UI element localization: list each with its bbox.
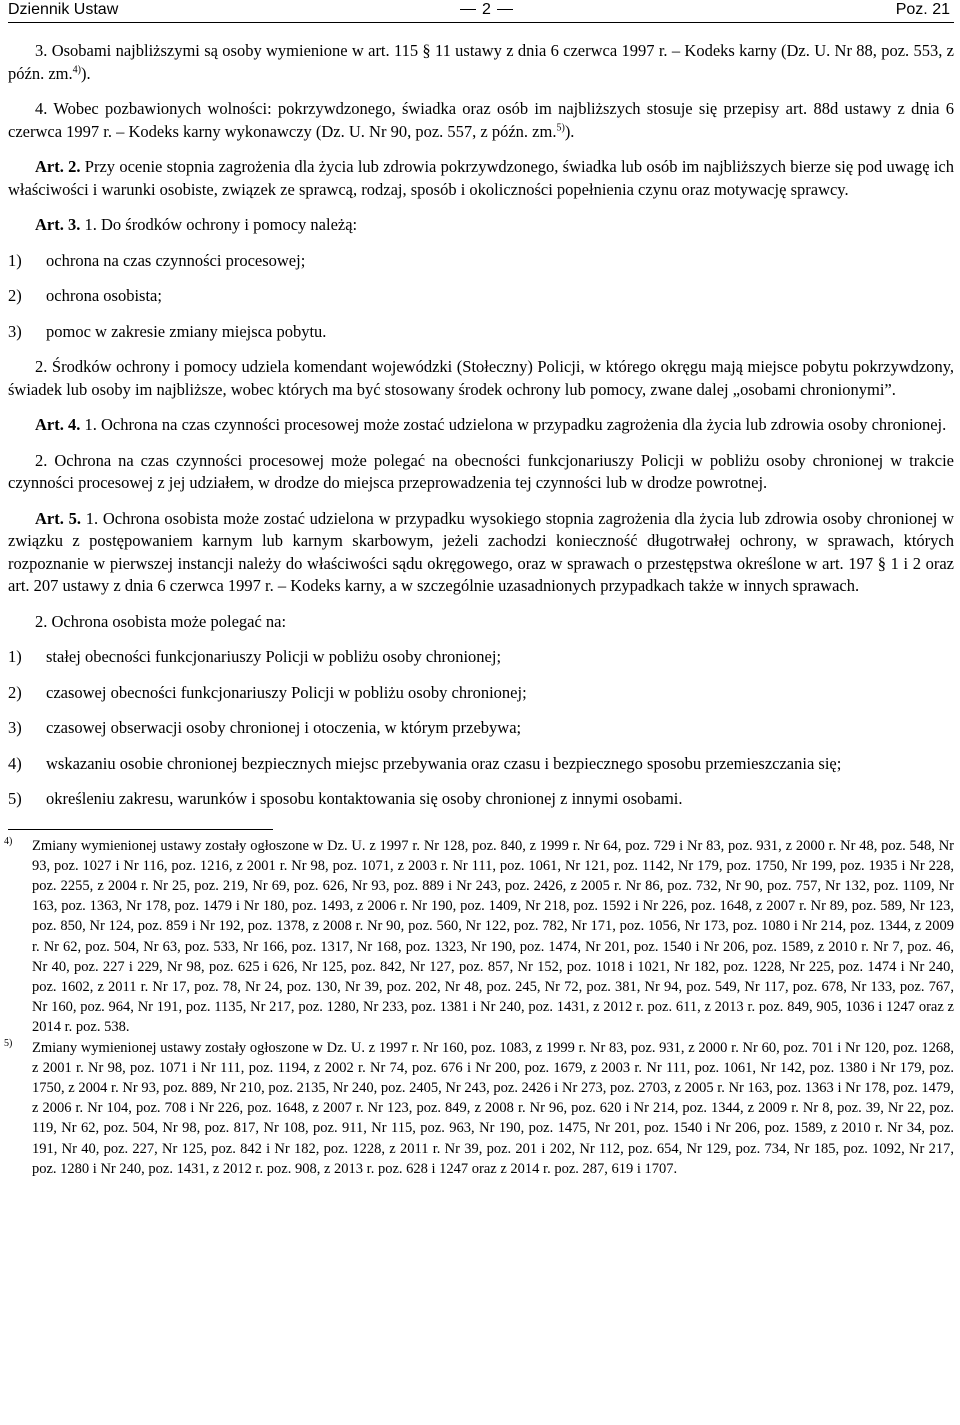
article-3-label: Art. 3.	[35, 215, 81, 234]
footnote-4: 4) Zmiany wymienionej ustawy zostały ogłoszone w Dz. U. z 1997 r. Nr 128, poz. 840, z 1999 r. Nr 64, poz. 729 i Nr 83, poz. 931, z 2000 r. Nr 48, poz. 548, Nr 93, poz. 1027 i Nr 116, poz. 1216, z 2001 r. Nr 98, poz. 1071, z 2003 r. Nr 111, poz. 1061, Nr 121, poz. 1142, Nr 179, poz. 1750, Nr 199, poz. 1935 i Nr 228, poz. 2255, z 2004 r. Nr 25, poz. 219, Nr 69, poz. 626, Nr 93, poz. 889 i Nr 243, poz. 2426, z 2005 r. Nr 86, poz. 732, Nr 90, poz. 757, Nr 132, poz. 1109, Nr 163, poz. 1363, Nr 178, poz. 1479 i Nr 180, poz. 1493, z 2006 r. Nr 190, poz. 1409, Nr 218, poz. 1592 i Nr 226, poz. 1648, z 2007 r. Nr 89, poz. 589, Nr 123, poz. 850, Nr 124, poz. 859 i Nr 192, poz. 1378, z 2008 r. Nr 90, poz. 560, Nr 122, poz. 782, Nr 171, poz. 1056, Nr 173, poz. 1080 i Nr 214, poz. 1344, z 2009 r. Nr 62, poz. 504, Nr 63, poz. 533, Nr 166, poz. 1317, Nr 168, poz. 1323, Nr 190, poz. 1474, Nr 201, poz. 1540 i Nr 206, poz. 1589, z 2010 r. Nr 7, poz. 46, Nr 40, poz. 227 i 229, Nr 98, poz. 625 i 626, Nr 125, poz. 842, Nr 127, poz. 857, Nr 152, poz. 1018 i 1021, Nr 182, poz. 1228, Nr 225, poz. 1474 i Nr 240, poz. 1602, z 2011 r. Nr 17, poz. 78, Nr 24, poz. 130, Nr 39, poz. 202, Nr 48, poz. 245, Nr 72, poz. 381, Nr 94, poz. 549, Nr 117, poz. 678, Nr 133, poz. 767, Nr 160, poz. 964, Nr 191, poz. 1135, Nr 217, poz. 1280, Nr 233, poz. 1381 i Nr 240, poz. 1431, z 2012 r. poz. 611, z 2013 r. poz. 849, 905, 1036 i 1247 oraz z 2014 r. poz. 538.	[8, 836, 954, 1038]
article-4-paragraph-2: 2. Ochrona na czas czynności procesowej może polegać na obecności funkcjonariuszy Policji w pobliżu osoby chronionej w trakcie czynności procesowej z jej udziałem, w drodze do miejsca przeprowadzenia tej czynności lub w drodze powrotnej.	[8, 450, 954, 492]
paragraph-3: 3. Osobami najbliższymi są osoby wymienione w art. 115 § 11 ustawy z dnia 6 czerwca 1997 r. – Kodeks karny (Dz. U. Nr 88, poz. 553, z późn. zm.$^{4)}$).	[8, 41, 954, 83]
article-5-item: 2) czasowej obecności funkcjonariuszy Policji w pobliżu osoby chronionej;	[8, 682, 527, 702]
article-4-label: Art. 4.	[35, 415, 81, 434]
footnote-5: 5) Zmiany wymienionej ustawy zostały ogłoszone w Dz. U. z 1997 r. Nr 160, poz. 1083, z 1999 r. Nr 83, poz. 931, z 2000 r. Nr 60, poz. 701 i Nr 120, poz. 1268, z 2001 r. Nr 98, poz. 1071 i Nr 111, poz. 1194, z 2002 r. Nr 74, poz. 676 i Nr 200, poz. 1679, z 2003 r. Nr 111, poz. 1061, Nr 142, poz. 1380 i Nr 179, poz. 1750, z 2004 r. Nr 93, poz. 889, Nr 210, poz. 2135, Nr 240, poz. 2405, Nr 243, poz. 2426 i Nr 273, poz. 2703, z 2005 r. Nr 163, poz. 1363 i Nr 178, poz. 1479, z 2006 r. Nr 104, poz. 708 i Nr 226, poz. 1648, z 2007 r. Nr 123, poz. 849, z 2008 r. Nr 96, poz. 620 i Nr 214, poz. 1344, z 2009 r. Nr 8, poz. 39, Nr 22, poz. 119, Nr 62, poz. 504, Nr 98, poz. 817, Nr 108, poz. 911, Nr 115, poz. 963, Nr 190, poz. 1475, Nr 201, poz. 1540 i Nr 206, poz. 1589, z 2010 r. Nr 34, poz. 191, Nr 40, poz. 227, Nr 125, poz. 842 i Nr 182, poz. 1228, z 2011 r. Nr 39, poz. 201 i 202, Nr 112, poz. 654, Nr 129, poz. 734, Nr 185, poz. 1092, Nr 217, poz. 1280 i Nr 240, poz. 1431, z 2012 r. poz. 908, z 2013 r. poz. 628 i 1247 oraz z 2014 r. poz. 287, 619 i 1707.	[8, 1038, 954, 1179]
page-number: 2	[454, 0, 519, 20]
article-2-label: Art. 2.	[35, 157, 81, 176]
footnote-mark: 5)	[4, 1037, 13, 1049]
page-header	[8, 0, 954, 23]
article-5: Art. 5. 1. Ochrona osobista może zostać udzielona w przypadku wysokiego stopnia zagrożenia dla życia lub zdrowia osoby chronionej w związku z postępowaniem karnym lub karnym skarbowym, jeżeli zachodzi konieczność długotrwałej ochrony, w sprawach, których rozpoznanie w pierwszej instancji należy do właściwości sądu okręgowego, oraz w sprawach o przestępstwa określone w art. 197 § 1 i 2 oraz art. 207 ustawy z dnia 6 czerwca 1997 r. – Kodeks karny, a w szczególnie uzasadnionych przypadkach także w innych sprawach.	[8, 508, 955, 595]
article-3-item: 3) pomoc w zakresie zmiany miejsca pobytu.	[8, 321, 327, 341]
article-3: Art. 3. 1. Do środków ochrony i pomocy należą:	[35, 215, 358, 234]
article-3-item: 1) ochrona na czas czynności procesowej;	[8, 250, 306, 270]
footnote-mark: 4)	[4, 835, 13, 847]
article-5-label: Art. 5.	[35, 508, 81, 528]
position-number: Poz. 21	[895, 1, 950, 18]
article-5-item: 4) wskazaniu osobie chronionej bezpiecznych miejsc przebywania oraz czasu i bezpiecznego sposobu przemieszczania się;	[8, 753, 842, 773]
article-5-item: 5) określeniu zakresu, warunków i sposobu kontaktowania się osoby chronionej z innymi osobami.	[8, 789, 683, 808]
paragraph-4: 4. Wobec pozbawionych wolności: pokrzywdzonego, świadka oraz osób im najbliższych stosuje się przepisy art. 88d ustawy z dnia 6 czerwca 1997 r. – Kodeks karny wykonawczy (Dz. U. Nr 90, poz. 557, z późn. zm.$^{5)}$).	[8, 99, 954, 141]
document-body	[8, 23, 954, 811]
article-5-paragraph-2: 2. Ochrona osobista może polegać na:	[35, 611, 287, 631]
footnotes	[4, 835, 954, 1179]
article-3-paragraph-2: 2. Środków ochrony i pomocy udziela komendant wojewódzki (Stołeczny) Policji, w którego okręgu mają miejsce pobytu pokrzywdzony, świadek lub osoby im najbliższe, wobec których ma być stosowany środek ochrony lub pomocy, zwane dalej „osobami chronionymi”.	[8, 357, 954, 399]
footnote-separator	[8, 829, 273, 830]
article-5-item: 3) czasowej obserwacji osoby chronionej i otoczenia, w którym przebywa;	[8, 718, 522, 737]
article-2: Art. 2. Przy ocenie stopnia zagrożenia dla życia lub zdrowia pokrzywdzonego, świadka lub osób im najbliższych bierze się pod uwagę ich właściwości i warunki osobiste, związek ze sprawcą, rodzaj, sposób i okoliczności popełnienia czynu oraz motywację sprawcy.	[8, 157, 954, 199]
article-4: Art. 4. 1. Ochrona na czas czynności procesowej może zostać udzielona w przypadku zagrożenia dla życia lub zdrowia osoby chronionej.	[35, 415, 947, 434]
journal-title: Dziennik Ustaw	[8, 1, 119, 18]
article-3-item: 2) ochrona osobista;	[8, 286, 162, 305]
document-page	[4, 0, 955, 1179]
article-5-item: 1) stałej obecności funkcjonariuszy Policji w pobliżu osoby chronionej;	[8, 647, 502, 666]
